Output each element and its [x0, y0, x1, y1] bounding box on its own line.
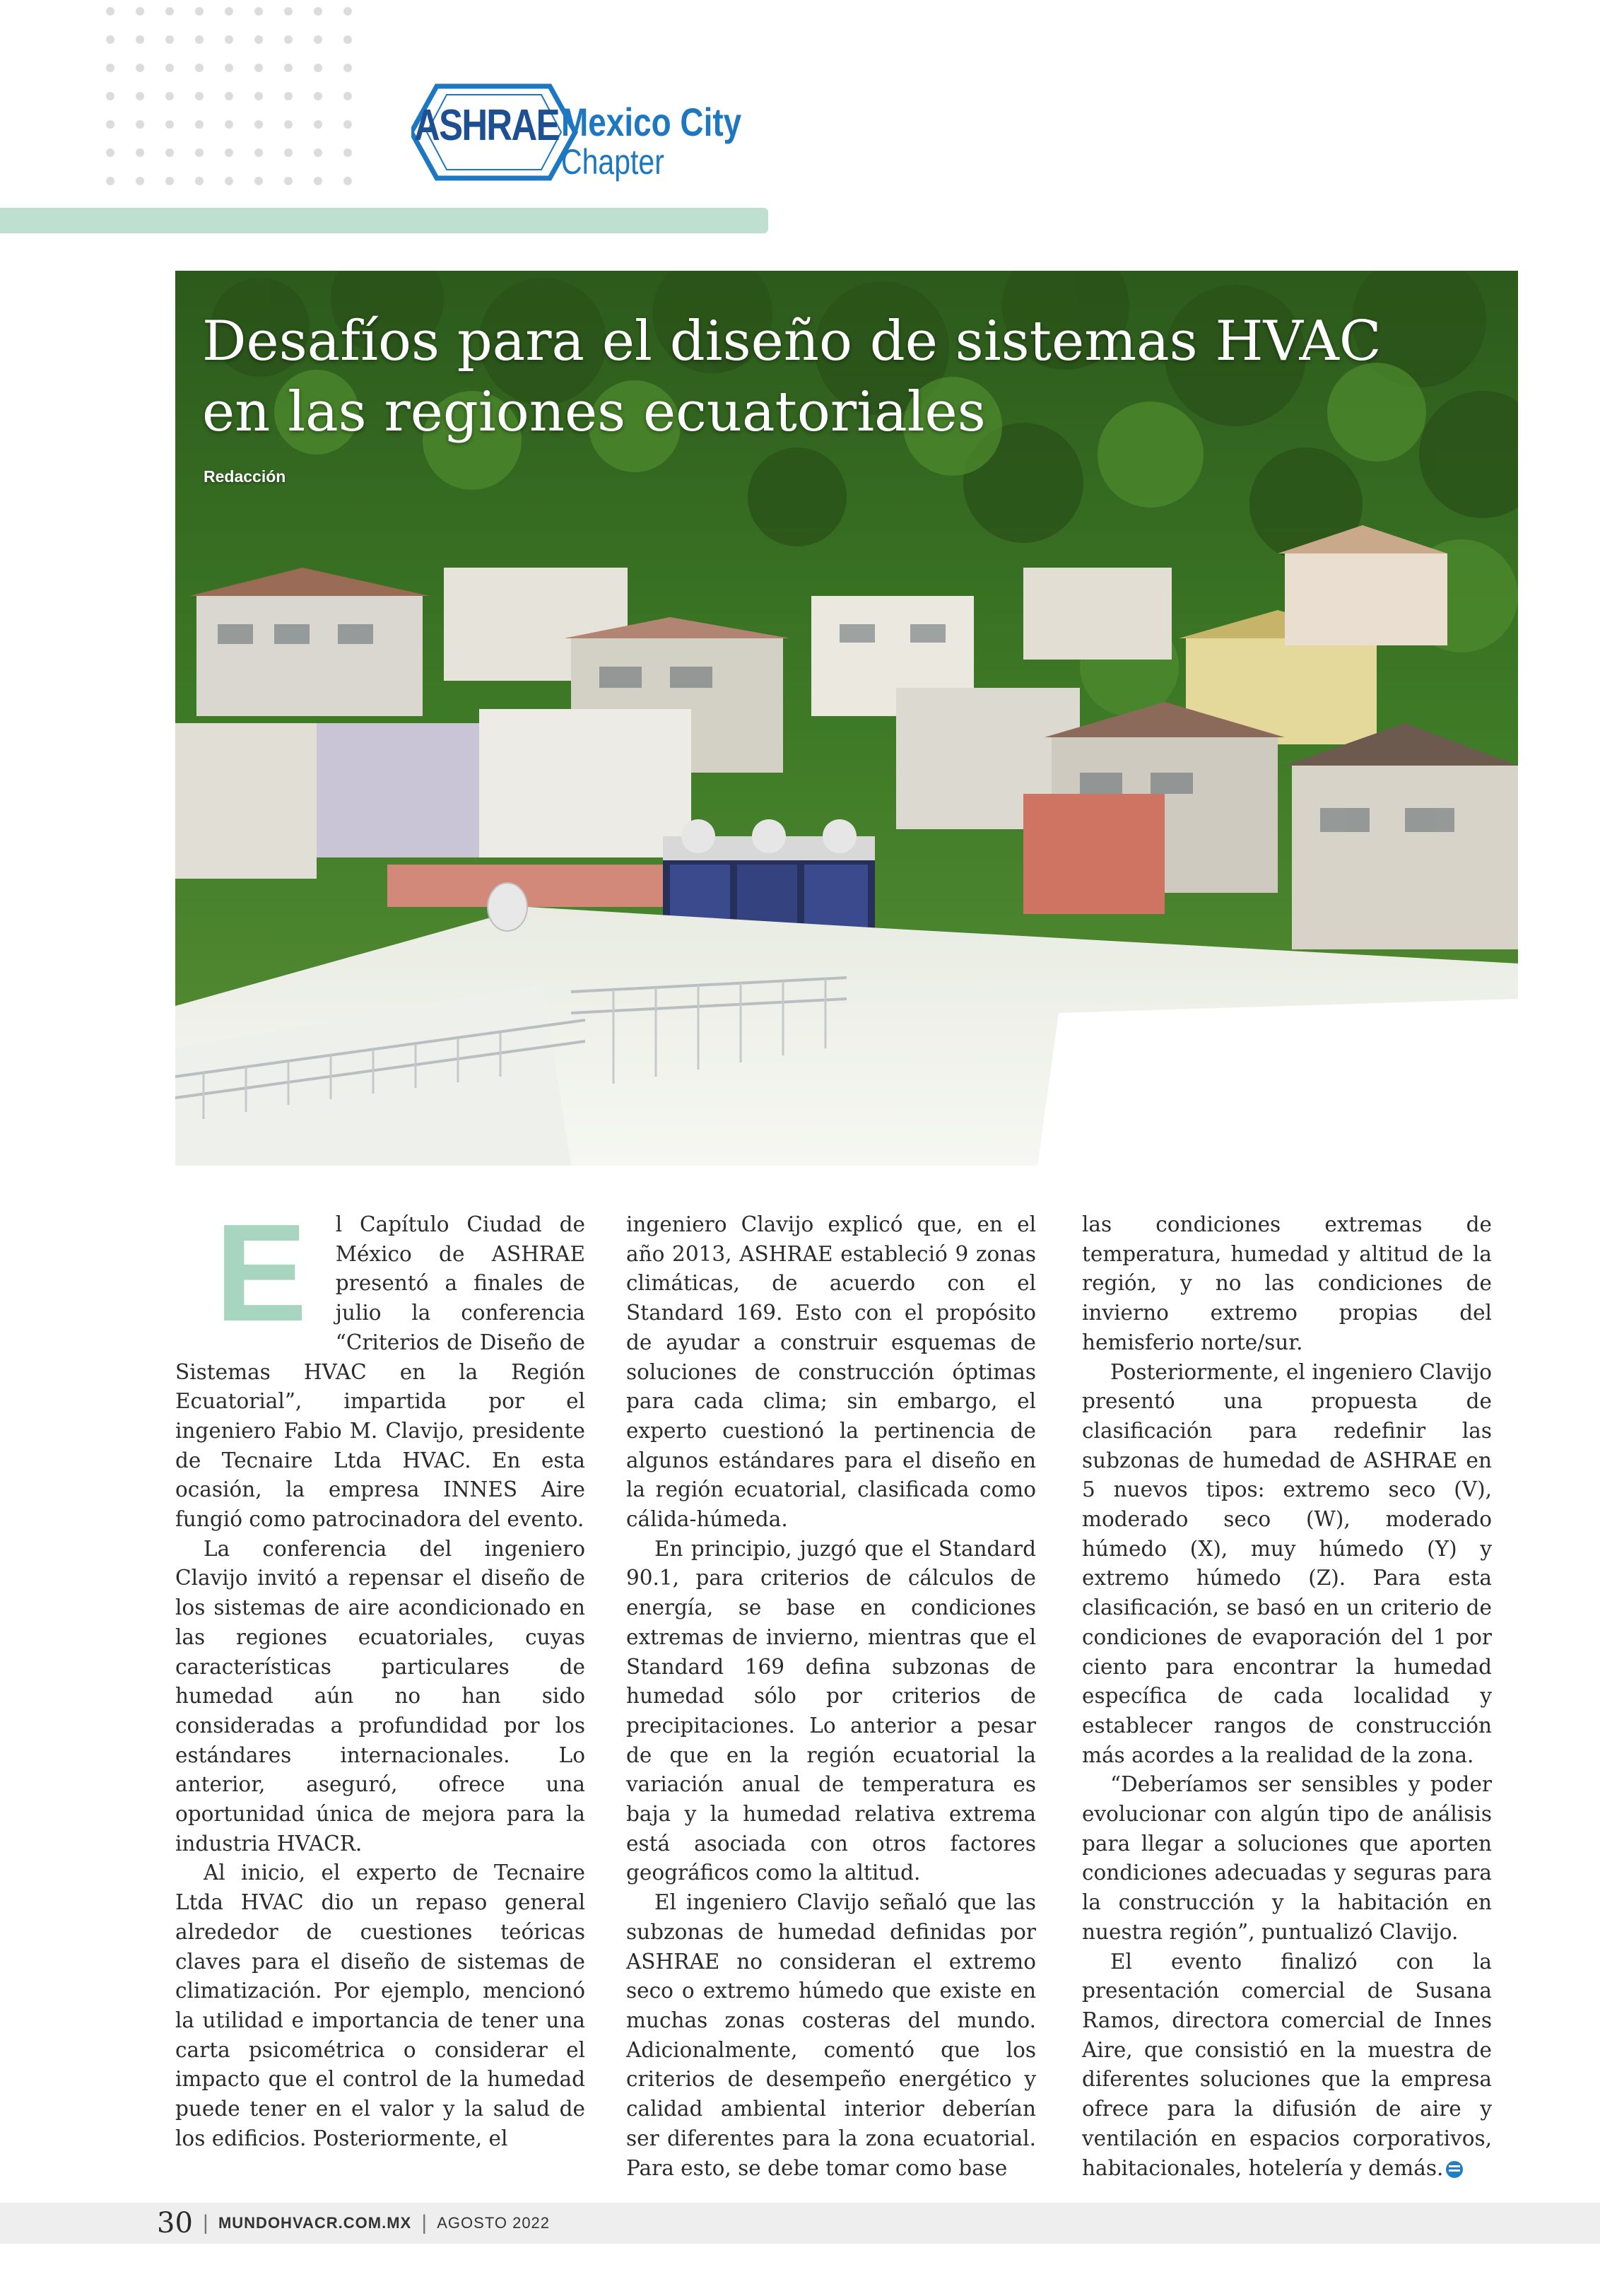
hero-image [175, 271, 1518, 1166]
decorative-dot [343, 177, 352, 185]
decorative-dot [254, 120, 263, 129]
decorative-dot [284, 148, 293, 157]
byline: Redacción [204, 467, 286, 486]
decorative-dot [225, 7, 233, 16]
article-column-1 [175, 1195, 585, 2154]
logo-city: Mexico City [561, 100, 742, 144]
decorative-dot [136, 64, 144, 72]
decorative-dot [254, 177, 263, 185]
decorative-dot [284, 35, 293, 44]
footer-site-link[interactable]: MUNDOHVACR.COM.MX [218, 2214, 412, 2232]
paragraph: ingeniero Clavijo explicó que, en el año 2013, ASHRAE estableció 9 zonas climáticas, de acuerdo con el Standard 169. Esto con el propósito de ayudar a construir esquemas de soluciones de construcción óptimas para cada clima; sin embargo, el experto cuestionó la pertinencia de algunos estándares para el diseño en la región ecuatorial, clasificada como cálida-húmeda. [626, 1212, 1036, 1532]
decorative-dot [254, 7, 263, 16]
page-number: 30 [157, 2207, 193, 2239]
decorative-dot [225, 92, 233, 100]
drop-cap: E [215, 1195, 307, 1350]
decorative-dot [343, 7, 352, 16]
decorative-dot [136, 120, 144, 129]
decorative-dot [106, 7, 114, 16]
paragraph: En principio, juzgó que el Standard 90.1, para criterios de cálculos de energía, se base en condiciones extremas de invierno, mientras que el Standard 169 defina subzonas de humedad sólo por criterios de precipitaciones. Lo anterior a pesar de que en la región ecuatorial la variación anual de temperatura es baja y la humedad relativa extrema está asociada con otros factores geográficos como la altitud. [626, 1536, 1036, 1885]
decorative-dot [314, 64, 322, 72]
decorative-dot [225, 177, 233, 185]
decorative-dot [106, 148, 114, 157]
decorative-dot [314, 148, 322, 157]
paragraph [1082, 1948, 1492, 2184]
article-title [202, 306, 1382, 447]
decorative-dot [254, 64, 263, 72]
paragraph: “Deberíamos ser sensibles y poder evolucionar con algún tipo de análisis para llegar a soluciones que aporten condiciones adecuadas y seguras para la construcción y la habitación en nuestra región”, puntualizó Clavijo. [1082, 1772, 1492, 1944]
decorative-dot [195, 64, 204, 72]
decorative-dot [284, 7, 293, 16]
decorative-dot [106, 92, 114, 100]
decorative-dot [195, 177, 204, 185]
header-accent-bar [0, 208, 768, 233]
decorative-dot [284, 177, 293, 185]
logo-chapter: Chapter [561, 142, 664, 182]
decorative-dot [254, 35, 263, 44]
decorative-dot [225, 148, 233, 157]
title-line-2: en las regiones ecuatoriales [202, 380, 986, 444]
decorative-dot [343, 92, 352, 100]
decorative-dot [165, 148, 174, 157]
decorative-dot [165, 177, 174, 185]
decorative-dot [225, 35, 233, 44]
decorative-dot [165, 35, 174, 44]
decorative-dot [314, 177, 322, 185]
decorative-dot [343, 64, 352, 72]
title-line-1: Desafíos para el diseño de sistemas HVAC [202, 310, 1382, 373]
decorative-dot [136, 92, 144, 100]
decorative-dot [343, 120, 352, 129]
page-footer [0, 2203, 1600, 2244]
footer-separator: | [421, 2211, 428, 2234]
dot-pattern [106, 0, 375, 205]
paragraph-text: El evento finalizó con la presentación comercial de Susana Ramos, directora comercial de Innes Aire, que consistió en la muestra de diferentes soluciones que la empresa ofrece para la difusión de aire y ventilación en espacios corporativos, habitacionales, hotelería y demás. [1082, 1949, 1492, 2180]
decorative-dot [225, 64, 233, 72]
decorative-dot [343, 35, 352, 44]
end-of-article-icon [1446, 2161, 1463, 2178]
decorative-dot [254, 148, 263, 157]
decorative-dot [165, 120, 174, 129]
paragraph: Al inicio, el experto de Tecnaire Ltda HVAC dio un repaso general alrededor de cuestiones teóricas claves para el diseño de sistemas de climatización. Por ejemplo, mencionó la utilidad e importancia de tener una carta psicométrica o considerar el impacto que el control de la humedad puede tener en el valor y la salud de los edificios. Posteriormente, el [175, 1861, 585, 2150]
footer-text [157, 2207, 550, 2239]
decorative-dot [225, 120, 233, 129]
article-column-3 [1082, 1210, 1492, 2183]
paragraph: El ingeniero Clavijo señaló que las subzonas de humedad definidas por ASHRAE no consideran el extremo seco o extremo húmedo que existe en muchas zonas costeras del mundo. Adicionalmente, comentó que los criterios de desempeño energético y calidad ambiental interior deberían ser diferentes para la zona ecuatorial. Para esto, se debe tomar como base [626, 1890, 1036, 2180]
decorative-dot [136, 7, 144, 16]
article-column-2 [626, 1210, 1036, 2183]
decorative-dot [195, 92, 204, 100]
decorative-dot [136, 148, 144, 157]
decorative-dot [106, 120, 114, 129]
ashrae-mexico-city-logo[interactable] [411, 79, 743, 185]
decorative-dot [314, 35, 322, 44]
decorative-dot [284, 64, 293, 72]
decorative-dot [165, 64, 174, 72]
paragraph: Posteriormente, el ingeniero Clavijo presentó una propuesta de clasificación para redefinir las subzonas de humedad de ASHRAE en 5 nuevos tipos: extremo seco (V), moderado seco (W), moderado húmedo (X), muy húmedo (Y) y extremo húmedo (Z). Para esta clasificación, se basó en un criterio de condiciones de evaporación del 1 por ciento para encontrar la humedad específica de cada localidad y establecer rangos de construcción más acordes a la realidad de la zona. [1082, 1359, 1492, 1767]
decorative-dot [106, 35, 114, 44]
decorative-dot [106, 177, 114, 185]
decorative-dot [165, 92, 174, 100]
paragraph: La conferencia del ingeniero Clavijo invitó a repensar el diseño de los sistemas de aire acondicionado en las regiones ecuatoriales, cuyas características particulares de humedad aún no han sido consideradas a profundidad por los estándares internacionales. Lo anterior, aseguró, ofrece una oportunidad única de mejora para la industria HVACR. [175, 1536, 585, 1856]
decorative-dot [314, 92, 322, 100]
decorative-dot [314, 7, 322, 16]
footer-issue-date: AGOSTO 2022 [437, 2214, 551, 2232]
decorative-dot [195, 7, 204, 16]
decorative-dot [136, 177, 144, 185]
decorative-dot [284, 92, 293, 100]
decorative-dot [106, 64, 114, 72]
footer-separator: | [203, 2211, 208, 2234]
decorative-dot [195, 148, 204, 157]
decorative-dot [195, 35, 204, 44]
paragraph: las condiciones extremas de temperatura, humedad y altitud de la región, y no las condiciones de invierno extremo propias del hemisferio norte/sur. [1082, 1212, 1492, 1354]
decorative-dot [343, 148, 352, 157]
decorative-dot [254, 92, 263, 100]
paragraph: l Capítulo Ciudad de México de ASHRAE presentó a finales de julio la conferencia “Criterios de Diseño de Sistemas HVAC en la Región Ecuatorial”, impartida por el ingeniero Fabio M. Clavijo, presidente de Tecnaire Ltda HVAC. En esta ocasión, la empresa INNES Aire fungió como patrocinadora del evento. [175, 1212, 585, 1532]
decorative-dot [136, 35, 144, 44]
decorative-dot [284, 120, 293, 129]
decorative-dot [195, 120, 204, 129]
decorative-dot [165, 7, 174, 16]
decorative-dot [314, 120, 322, 129]
logo-brand: ASHRAE [414, 101, 559, 150]
